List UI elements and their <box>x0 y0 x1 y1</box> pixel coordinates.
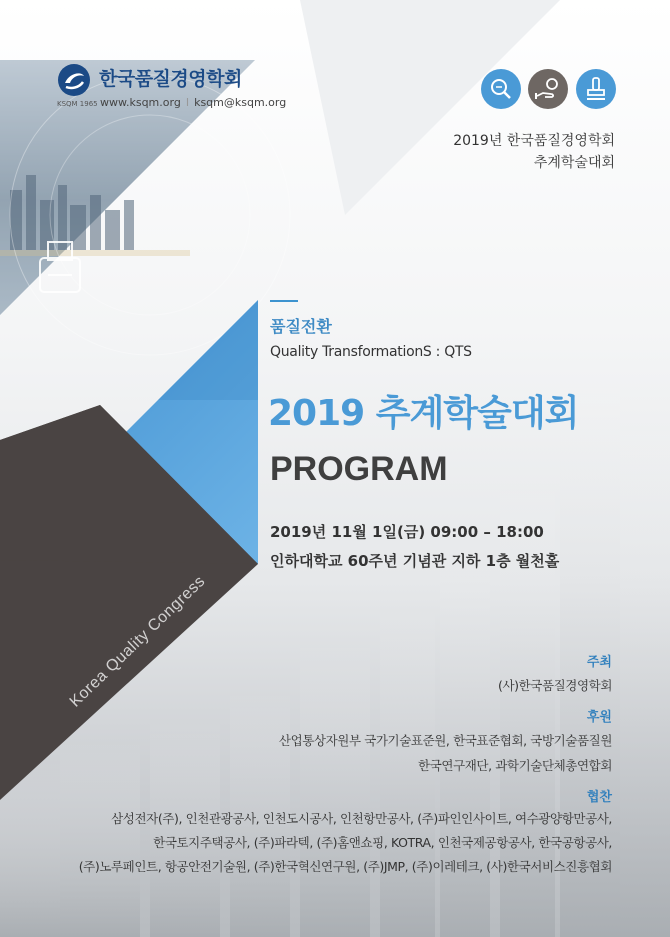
host-label: 주최 <box>586 655 612 670</box>
host-line: (사)한국품질경영학회 <box>497 678 612 693</box>
sponsor-line: 한국연구재단, 과학기술단체총연합회 <box>418 758 612 773</box>
hand-coin-icon <box>528 69 568 109</box>
website-link[interactable]: www.ksqm.org <box>100 96 181 109</box>
top-grey-shape <box>300 0 560 215</box>
support-line: (주)노루페인트, 항공안전기술원, (주)한국혁신연구원, (주)JMP, (주)이레테크, (사)한국서비스진흥협회 <box>78 859 612 874</box>
email-link[interactable]: ksqm@ksqm.org <box>194 96 287 109</box>
program-heading: PROGRAM <box>270 450 448 488</box>
stamp-icon <box>576 69 616 109</box>
support-line: 삼성전자(주), 인천관광공사, 인천도시공사, 인천항만공사, (주)파인인사이트, 여수광양항만공사, <box>111 811 612 826</box>
sponsor-label: 후원 <box>586 710 612 725</box>
event-date: 2019년 11월 1일(금) 09:00 – 18:00 <box>270 523 544 541</box>
theme-english: Quality TransformationS : QTS <box>270 344 472 360</box>
ksqm-logo-icon <box>57 63 91 97</box>
support-line: 한국토지주택공사, (주)파라텍, (주)홈앤쇼핑, KOTRA, 인천국제공항공사, 한국공항공사, <box>153 835 612 850</box>
accent-divider <box>270 300 298 302</box>
theme-korean: 품질전환 <box>270 317 332 336</box>
event-title-line2: 추계학술대회 <box>533 155 615 171</box>
sponsor-line: 산업통상자원부 국가기술표준원, 한국표준협회, 국방기술품질원 <box>278 733 612 748</box>
magnifier-icon <box>481 69 521 109</box>
event-title-line1: 2019년 한국품질경영학회 <box>453 133 615 149</box>
event-venue: 인하대학교 60주년 기념관 지하 1층 월천홀 <box>270 552 560 570</box>
main-title: 2019 추계학술대회 <box>268 393 579 434</box>
org-established: KSQM 1965 <box>57 100 98 108</box>
support-label: 협찬 <box>586 790 612 805</box>
contact-separator: I <box>185 96 190 109</box>
watermark-text: Korea Quality Congress <box>66 572 209 711</box>
org-name: 한국품질경영학회 <box>99 68 242 90</box>
org-contact <box>100 96 286 109</box>
event-title <box>453 130 615 174</box>
